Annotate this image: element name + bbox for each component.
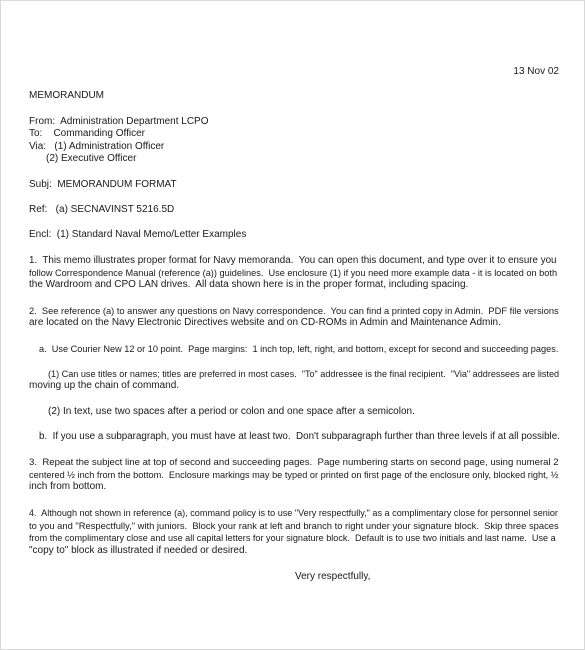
paragraph-4-line-2: to you and "Respectfully," with juniors. Block your rank at left and branch to right under your signature block. Skip three spaces [29,520,559,531]
subject-line: Subj: MEMORANDUM FORMAT [29,179,177,190]
paragraph-4-line-3: from the complimentary close and use all capital letters for your signature block. Default is to use two initials and last name. Use a [29,533,556,543]
paragraph-2a: a. Use Courier New 12 or 10 point. Page margins: 1 inch top, left, right, and bottom, except for second and succeeding pages. [39,344,559,354]
via-line-1: Via: (1) Administration Officer [29,141,165,152]
paragraph-2-line-2: are located on the Navy Electronic Directives website and on CD-ROMs in Admin and Maintenance Admin. [29,317,501,328]
from-line: From: Administration Department LCPO [29,116,209,127]
paragraph-2-line-1: 2. See reference (a) to answer any questions on Navy correspondence. You can find a printed copy in Admin. PDF file versions [29,306,559,316]
paragraph-3-line-2: centered ½ inch from the bottom. Enclosure markings may be typed or printed on first page of the enclosure only, blocked right, ½ [29,470,559,480]
paragraph-4-line-1: 4. Although not shown in reference (a), command policy is to use "Very respectfully," as a complimentary close for personnel senior [29,508,558,518]
paragraph-2a2: (2) In text, use two spaces after a period or colon and one space after a semicolon. [48,406,415,417]
enclosure-line: Encl: (1) Standard Naval Memo/Letter Examples [29,229,247,240]
paragraph-3-line-3: inch from bottom. [29,481,107,492]
to-line: To: Commanding Officer [29,128,145,139]
memo-date: 13 Nov 02 [513,66,559,77]
via-line-2: (2) Executive Officer [46,153,137,164]
reference-line: Ref: (a) SECNAVINST 5216.5D [29,204,175,215]
complimentary-close: Very respectfully, [295,571,371,582]
paragraph-1-line-1: 1. This memo illustrates proper format for Navy memoranda. You can open this document, and type over it to ensure you [29,255,557,266]
paragraph-2b: b. If you use a subparagraph, you must have at least two. Don't subparagraph further than three levels if at all possible. [39,431,560,442]
paragraph-1-line-3: the Wardroom and CPO LAN drives. All data shown here is in the proper format, including spacing. [29,279,469,290]
paragraph-4-line-4: "copy to" block as illustrated if needed or desired. [29,545,248,556]
paragraph-2a1-line-1: (1) Can use titles or names; titles are preferred in most cases. "To" addressee is the final recipient. "Via" addressees are listed [48,369,560,379]
paragraph-3-line-1: 3. Repeat the subject line at top of second and succeeding pages. Page numbering starts on second page, using numeral 2 [29,457,559,468]
paragraph-2a1-line-2: moving up the chain of command. [29,380,180,391]
memo-heading: MEMORANDUM [29,90,104,101]
paragraph-1-line-2: follow Correspondence Manual (reference (a)) guidelines. Use enclosure (1) if you need more example data - it is located on both [29,268,558,278]
